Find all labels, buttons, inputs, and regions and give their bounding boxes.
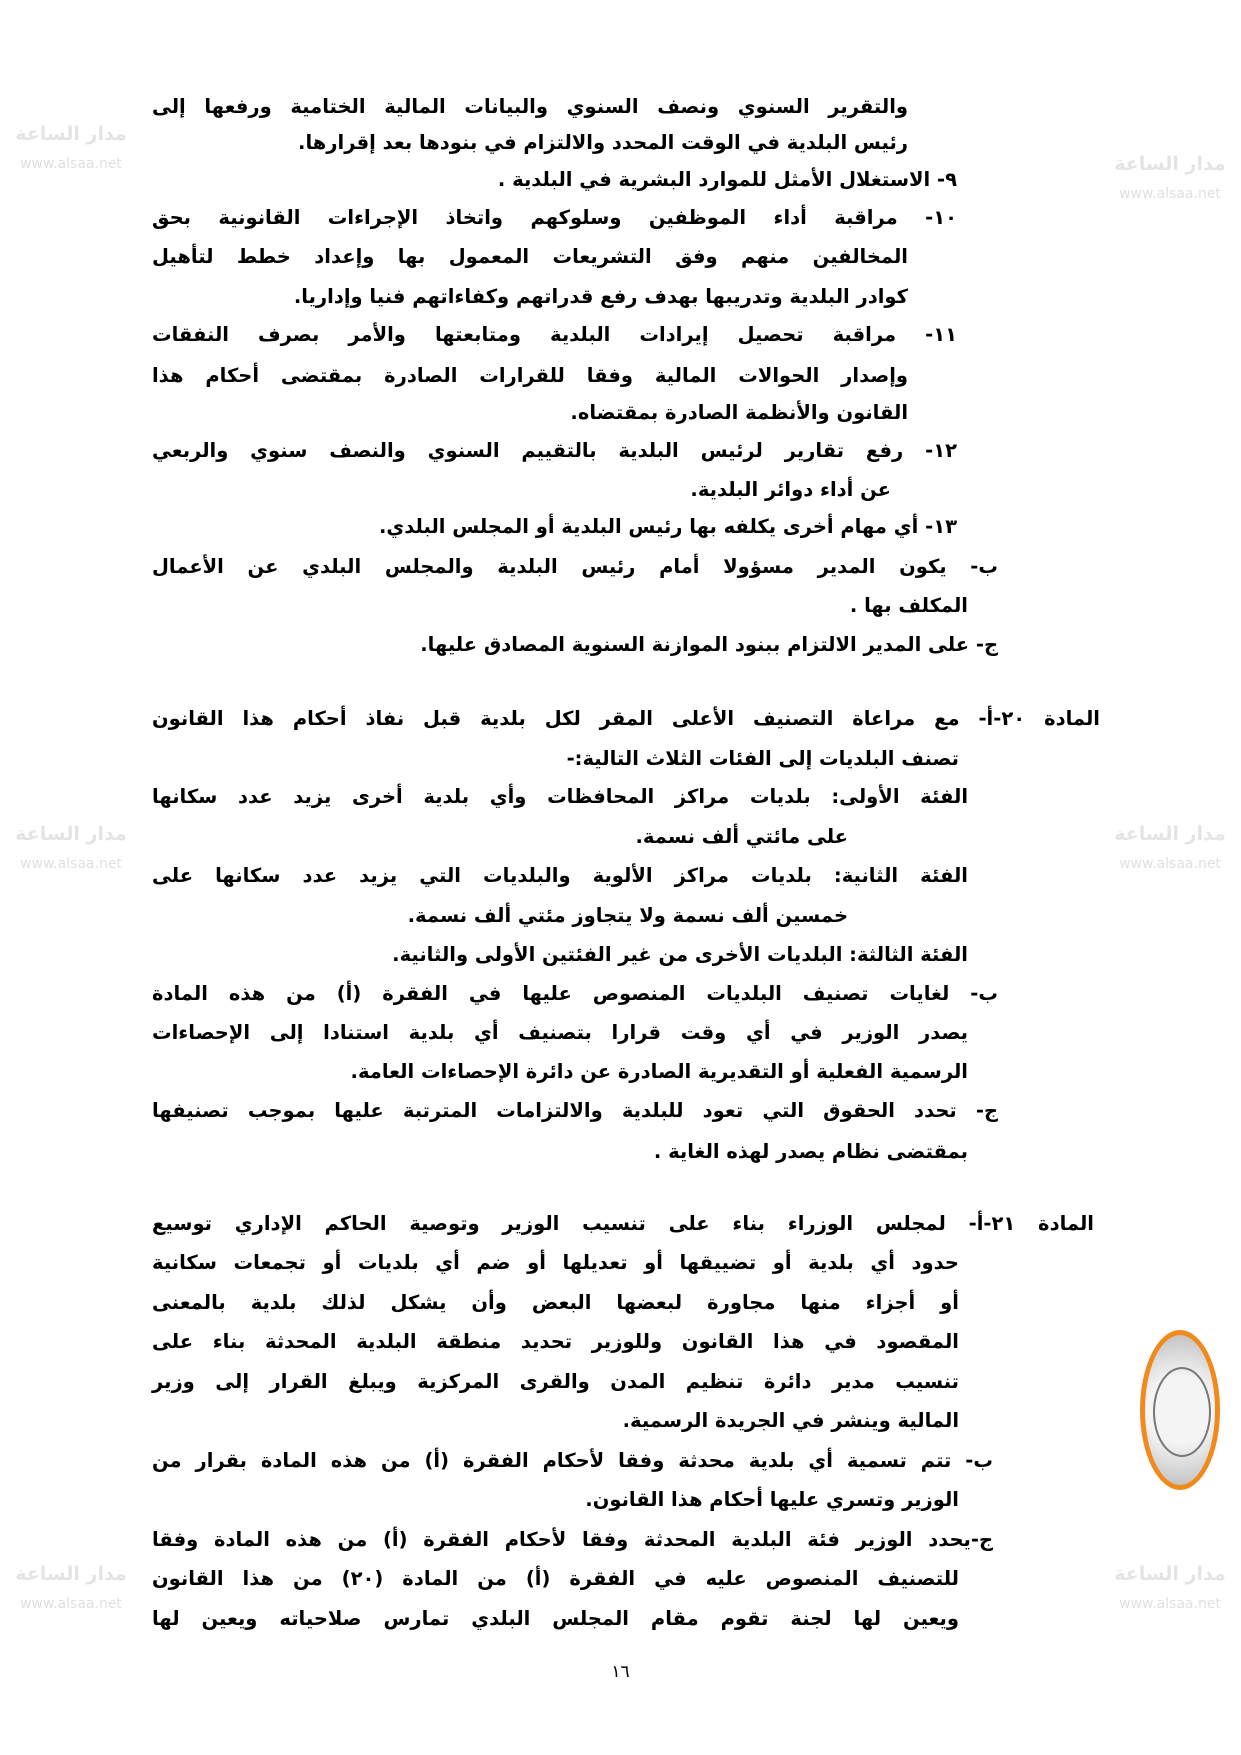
- page-number: ١٦: [611, 1662, 630, 1682]
- text-line: على مائتي ألف نسمة.: [635, 825, 848, 848]
- text-line: خمسين ألف نسمة ولا يتجاوز مئتي ألف نسمة.: [407, 904, 848, 927]
- text-line: أو أجزاء منها مجاورة لبعضها البعض وأن يشكل لذلك بلدية بالمعنى: [152, 1291, 959, 1314]
- text-line: المكلف بها .: [849, 594, 968, 617]
- text-line: تصنف البلديات إلى الفئات الثلاث التالية:-: [566, 747, 959, 770]
- text-line: المخالفين منهم وفق التشريعات المعمول بها وإعداد خطط لتأهيل: [152, 245, 908, 268]
- text-line: بمقتضى نظام يصدر لهذه الغاية .: [653, 1140, 968, 1163]
- text-line: ٩- الاستغلال الأمثل للموارد البشرية في البلدية .: [497, 168, 957, 191]
- watermark-logo: مدار الساعة: [15, 1563, 127, 1585]
- text-line: الرسمية الفعلية أو التقديرية الصادرة عن دائرة الإحصاءات العامة.: [350, 1060, 968, 1083]
- watermark-logo: مدار الساعة: [15, 123, 127, 145]
- text-line: والتقرير السنوي ونصف السنوي والبيانات المالية الختامية ورفعها إلى: [152, 95, 908, 118]
- text-line: المادة ٢١-أ- لمجلس الوزراء بناء على تنسيب الوزير وتوصية الحاكم الإداري توسيع: [152, 1212, 1094, 1235]
- text-line: الوزير وتسري عليها أحكام هذا القانون.: [585, 1488, 959, 1511]
- text-line: ١٠- مراقبة أداء الموظفين وسلوكهم واتخاذ الإجراءات القانونية بحق: [152, 206, 957, 229]
- text-line: ب- لغايات تصنيف البلديات المنصوص عليها في الفقرة (أ) من هذه المادة: [152, 982, 998, 1005]
- text-line: حدود أي بلدية أو تضييقها أو تعديلها أو ضم أي بلديات أو تجمعات سكانية: [152, 1251, 959, 1274]
- text-line: ج- تحدد الحقوق التي تعود للبلدية والالتزامات المترتبة عليها بموجب تصنيفها: [152, 1099, 998, 1122]
- text-line: ١١- مراقبة تحصيل إيرادات البلدية ومتابعتها والأمر بصرف النفقات: [152, 323, 957, 346]
- text-line: وإصدار الحوالات المالية وفقا للقرارات الصادرة بمقتضى أحكام هذا: [152, 364, 908, 387]
- watermark-url: www.alsaa.net: [1119, 186, 1221, 202]
- watermark: [6, 820, 136, 874]
- watermark-logo: مدار الساعة: [1114, 1563, 1226, 1585]
- watermark-logo: مدار الساعة: [15, 823, 127, 845]
- text-line: ويعين لها لجنة تقوم مقام المجلس البلدي تمارس صلاحياته ويعين لها: [152, 1607, 959, 1630]
- watermark-url: www.alsaa.net: [1119, 1596, 1221, 1612]
- watermark-url: www.alsaa.net: [1119, 856, 1221, 872]
- text-line: القانون والأنظمة الصادرة بمقتضاه.: [570, 401, 908, 424]
- text-line: ١٣- أي مهام أخرى يكلفه بها رئيس البلدية أو المجلس البلدي.: [379, 515, 957, 538]
- watermark: [6, 120, 136, 174]
- stamp-logo: [1140, 1330, 1220, 1490]
- text-line: يصدر الوزير في أي وقت قرارا بتصنيف أي بلدية استنادا إلى الإحصاءات: [152, 1021, 968, 1044]
- watermark-url: www.alsaa.net: [20, 856, 122, 872]
- text-line: ب- تتم تسمية أي بلدية محدثة وفقا لأحكام الفقرة (أ) من هذه المادة بقرار من: [152, 1449, 993, 1472]
- watermark: [1105, 150, 1235, 204]
- text-line: الفئة الثالثة: البلديات الأخرى من غير الفئتين الأولى والثانية.: [392, 943, 968, 966]
- watermark-logo: مدار الساعة: [1114, 153, 1226, 175]
- text-line: تنسيب مدير دائرة تنظيم المدن والقرى المركزية ويبلغ القرار إلى وزير: [152, 1370, 959, 1393]
- watermark: [6, 1560, 136, 1614]
- text-line: ج- على المدير الالتزام ببنود الموازنة السنوية المصادق عليها.: [420, 633, 998, 656]
- watermark: [1105, 820, 1235, 874]
- text-line: عن أداء دوائر البلدية.: [690, 478, 891, 501]
- stamp-clock-icon: [1153, 1367, 1211, 1457]
- watermark: [1105, 1560, 1235, 1614]
- watermark-url: www.alsaa.net: [20, 156, 122, 172]
- text-line: الفئة الأولى: بلديات مراكز المحافظات وأي بلدية أخرى يزيد عدد سكانها: [152, 785, 968, 808]
- text-line: المالية وينشر في الجريدة الرسمية.: [622, 1409, 959, 1432]
- text-line: كوادر البلدية وتدريبها بهدف رفع قدراتهم وكفاءاتهم فنيا وإداريا.: [293, 285, 908, 308]
- text-line: ب- يكون المدير مسؤولا أمام رئيس البلدية والمجلس البلدي عن الأعمال: [152, 555, 998, 578]
- text-line: الفئة الثانية: بلديات مراكز الألوية والبلديات التي يزيد عدد سكانها على: [152, 864, 968, 887]
- text-line: ١٢- رفع تقارير لرئيس البلدية بالتقييم السنوي والنصف سنوي والربعي: [152, 439, 957, 462]
- text-line: المقصود في هذا القانون وللوزير تحديد منطقة البلدية المحدثة بناء على: [152, 1330, 959, 1353]
- text-line: للتصنيف المنصوص عليه في الفقرة (أ) من المادة (٢٠) من هذا القانون: [152, 1567, 959, 1590]
- text-line: المادة ٢٠-أ- مع مراعاة التصنيف الأعلى المقر لكل بلدية قبل نفاذ أحكام هذا القانون: [152, 707, 1100, 730]
- watermark-logo: مدار الساعة: [1114, 823, 1226, 845]
- text-line: رئيس البلدية في الوقت المحدد والالتزام في بنودها بعد إقرارها.: [298, 131, 908, 154]
- watermark-url: www.alsaa.net: [20, 1596, 122, 1612]
- text-line: ج-يحدد الوزير فئة البلدية المحدثة وفقا لأحكام الفقرة (أ) من هذه المادة وفقا: [152, 1528, 993, 1551]
